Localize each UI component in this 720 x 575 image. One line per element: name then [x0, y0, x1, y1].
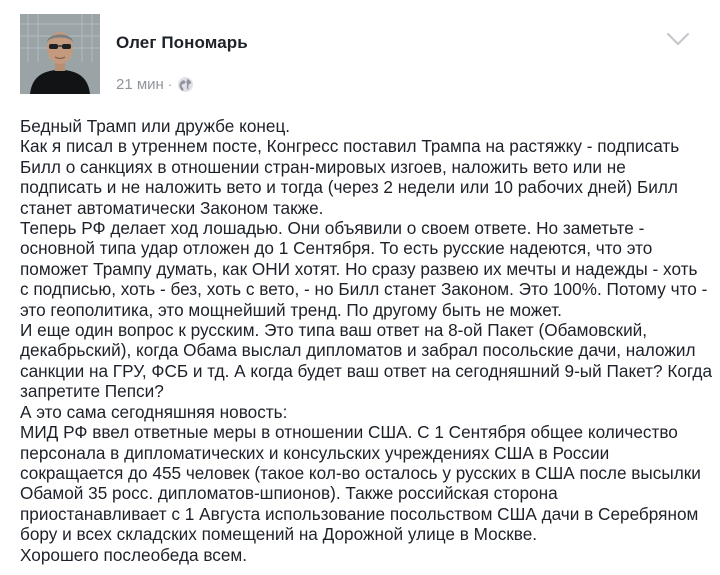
post-text-line: сокращается до 455 человек (такое кол-во осталось у русских в США после высылки — [20, 462, 701, 483]
post-text-line: Как я писал в утреннем посте, Конгресс поставил Трампа на растяжку - подписать — [20, 136, 680, 157]
post-text-line: с подписью, хоть - без, хоть с вето, - но Билл станет Законом. Это 100%. Потому что - — [20, 279, 708, 300]
globe-icon[interactable] — [177, 76, 194, 93]
post-text-line: А это сама сегодняшняя новость: — [20, 401, 288, 422]
post-text-line: основной типа удар отложен до 1 Сентября. То есть русские надеются, что это — [20, 238, 653, 259]
author-avatar[interactable] — [20, 14, 100, 94]
post-text-line: бору и всех складских помещений на Дорожной улице в Москве. — [20, 524, 538, 545]
post-menu-chevron-down-icon[interactable] — [666, 32, 690, 46]
post-text-line: Бедный Трамп или дружбе конец. — [20, 116, 291, 136]
post-text-line: Хорошего послеобеда всем. — [20, 544, 248, 565]
post-text-line: приостанавливает с 1 Августа использование посольством США дачи в Серебряном — [20, 503, 699, 524]
post-text-line: МИД РФ ввел ответные меры в отношении США. С 1 Сентября общее количество — [20, 422, 678, 443]
post-text-line: поможет Трампу думать, как ОНИ хотят. Но сразу развею их мечты и надежды - хоть — [20, 258, 698, 279]
post-meta — [116, 73, 194, 95]
post-text-line: подписать и не наложить вето и тогда (через 2 недели или 10 рабочих дней) Билл — [20, 177, 678, 198]
post-text-line: Теперь РФ делает ход лошадью. Они объявили о своем ответе. Но заметьте - — [20, 218, 645, 239]
post-text-line: И еще один вопрос к русским. Это типа ваш ответ на 8-ой Пакет (Обамовский, — [20, 320, 648, 341]
author-name[interactable]: Олег Пономарь — [116, 33, 248, 52]
meta-separator: · — [167, 76, 173, 92]
post-text-line: станет автоматически Законом также. — [20, 197, 324, 218]
post-text-line: санкции на ГРУ, ФСБ и тд. А когда будет ваш ответ на сегодняшний 9-ый Пакет? Когда — [20, 360, 713, 381]
avatar-photo-icon — [20, 14, 100, 94]
post-header — [20, 14, 700, 96]
post-body-text — [20, 116, 713, 565]
post-timestamp[interactable]: 21 мин — [116, 75, 164, 93]
post-text-line: это геополитика, это мощнейший тренд. По другому быть не может. — [20, 299, 562, 320]
post-text-line: запретите Пепси? — [20, 381, 164, 402]
post-text-line: декабрьский), когда Обама выслал дипломатов и забрал посольские дачи, наложил — [20, 340, 696, 361]
post-text-line: персонала в дипломатических и консульских учреждениях США в России — [20, 442, 610, 463]
post-text-line: Обамой 35 росс. дипломатов-шпионов). Также российская сторона — [20, 483, 558, 504]
post-text-line: Билл о санкциях в отношении стран-мировых изгоев, наложить вето или не — [20, 156, 626, 177]
